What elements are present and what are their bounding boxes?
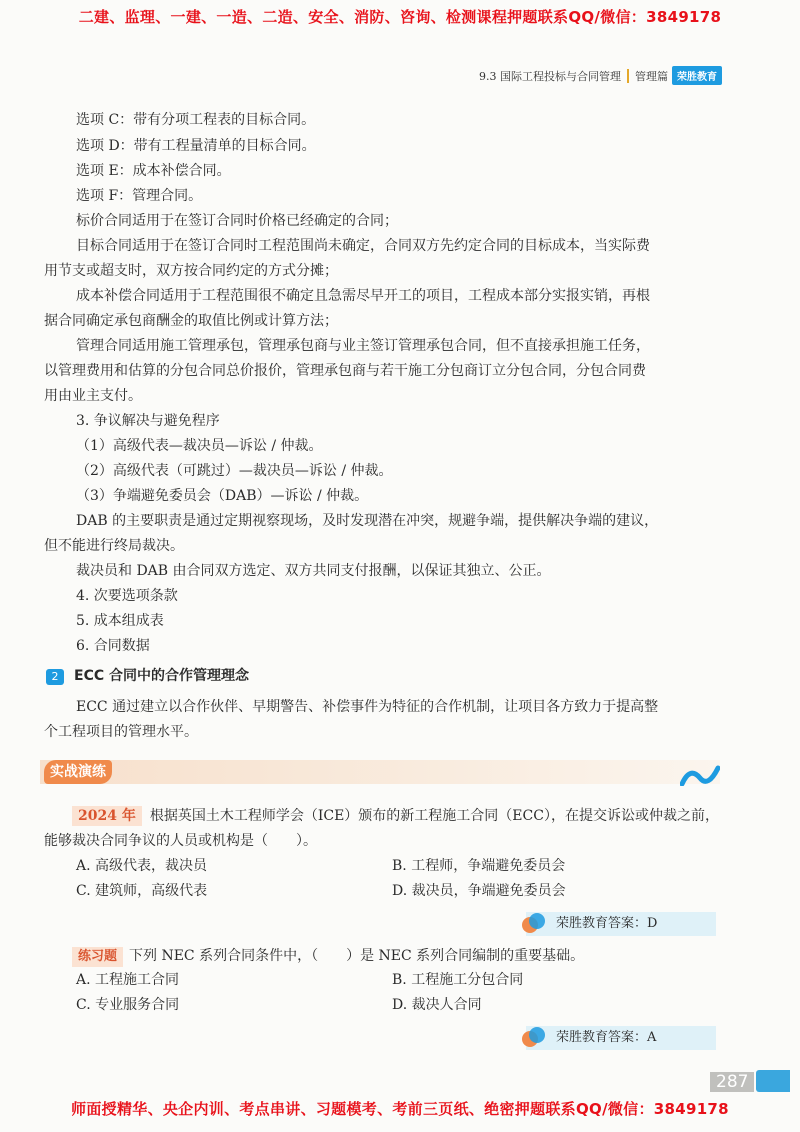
- heading-cost-components: 5. 成本组成表: [76, 613, 164, 629]
- dab-duty-1: DAB 的主要职责是通过定期视察现场，及时发现潜在冲突，规避争端，提供解决争端的建议，: [76, 513, 659, 529]
- option-f: 选项 F：管理合同。: [76, 188, 203, 204]
- heading-dispute: 3. 争议解决与避免程序: [76, 413, 220, 429]
- paragraph-mgmt-2: 以管理费用和估算的分包合同总价报价，管理承包商与若干施工分包商订立分包合同，分包合同费: [44, 363, 646, 379]
- paragraph-cost-1: 成本补偿合同适用于工程范围很不确定且急需尽早开工的项目，工程成本部分实报实销，再根: [76, 288, 650, 304]
- question-2-stem: [72, 946, 584, 967]
- dab-duty-2: 但不能进行终局裁决。: [44, 538, 184, 554]
- brand-logo: 荣胜教育: [672, 66, 722, 85]
- section-number-badge: 2: [46, 669, 64, 685]
- practice-banner: [40, 760, 720, 784]
- paragraph-target-2: 用节支或超支时，双方按合同约定的方式分摊；: [44, 263, 338, 279]
- section-title: ECC 合同中的合作管理理念: [74, 668, 249, 684]
- answer-icon: [520, 1024, 546, 1050]
- question-2-option-c: C. 专业服务合同: [76, 997, 180, 1013]
- practice-tag: 实战演练: [44, 760, 112, 784]
- exercise-tag: 练习题: [72, 947, 123, 967]
- header-divider: [627, 69, 629, 83]
- heading-secondary-options: 4. 次要选项条款: [76, 588, 178, 604]
- question-1-option-d: D. 裁决员，争端避免委员会: [392, 883, 566, 899]
- dispute-step-3: （3）争端避免委员会（DAB）—诉讼 / 仲裁。: [76, 488, 369, 504]
- question-2-stem-text: 下列 NEC 系列合同条件中，（ ）是 NEC 系列合同编制的重要基础。: [129, 948, 585, 964]
- answer-box-1: [526, 912, 716, 936]
- section-label: 管理篇: [635, 69, 668, 83]
- adjudicator-note: 裁决员和 DAB 由合同双方选定、双方共同支付报酬，以保证其独立、公正。: [76, 563, 551, 579]
- dispute-step-1: （1）高级代表—裁决员—诉讼 / 仲裁。: [76, 438, 323, 454]
- paragraph-cost-2: 据合同确定承包商酬金的取值比例或计算方法；: [44, 313, 338, 329]
- question-1-option-c: C. 建筑师，高级代表: [76, 883, 208, 899]
- question-1-stem-text: 根据英国土木工程师学会（ICE）颁布的新工程施工合同（ECC），在提交诉讼或仲裁之前，: [149, 808, 719, 824]
- question-1-option-b: B. 工程师，争端避免委员会: [392, 858, 566, 874]
- section-paragraph-1: ECC 通过建立以合作伙伴、早期警告、补偿事件为特征的合作机制，让项目各方致力于提高整: [76, 699, 659, 715]
- paragraph-target-1: 目标合同适用于在签订合同时工程范围尚未确定，合同双方先约定合同的目标成本，当实际费: [76, 238, 650, 254]
- page-edge-tab: [756, 1070, 790, 1092]
- question-2-option-d: D. 裁决人合同: [392, 997, 482, 1013]
- wave-icon: [680, 764, 720, 786]
- heading-contract-data: 6. 合同数据: [76, 638, 150, 654]
- answer-text: 荣胜教育答案：A: [556, 1030, 657, 1045]
- chapter-title: 9.3 国际工程投标与合同管理: [479, 69, 621, 83]
- answer-icon: [520, 910, 546, 936]
- page-number: 287: [710, 1072, 754, 1092]
- bottom-banner: 师面授精华、央企内训、考点串讲、习题模考、考前三页纸、绝密押题联系QQ/微信：3849178: [71, 1100, 729, 1118]
- question-1-option-a: A. 高级代表，裁决员: [76, 858, 208, 874]
- answer-text: 荣胜教育答案：D: [556, 916, 658, 931]
- question-2-option-b: B. 工程施工分包合同: [392, 972, 524, 988]
- dispute-step-2: （2）高级代表（可跳过）—裁决员—诉讼 / 仲裁。: [76, 463, 393, 479]
- running-header: [479, 66, 722, 85]
- paragraph-mgmt-3: 用由业主支付。: [44, 388, 142, 404]
- question-1-stem-1: [72, 806, 719, 826]
- top-banner: 二建、监理、一建、一造、二造、安全、消防、咨询、检测课程押题联系QQ/微信：3849178: [78, 8, 722, 26]
- section-paragraph-2: 个工程项目的管理水平。: [44, 724, 198, 740]
- answer-box-2: [526, 1026, 716, 1050]
- option-d: 选项 D：带有工程量清单的目标合同。: [76, 138, 316, 154]
- paragraph-fixed-price: 标价合同适用于在签订合同时价格已经确定的合同；: [76, 213, 398, 229]
- option-c: 选项 C：带有分项工程表的目标合同。: [76, 112, 316, 128]
- option-e: 选项 E：成本补偿合同。: [76, 163, 231, 179]
- year-tag: 2024 年: [72, 806, 142, 826]
- question-1-stem-2: 能够裁决合同争议的人员或机构是（ ）。: [44, 833, 317, 849]
- paragraph-mgmt-1: 管理合同适用施工管理承包，管理承包商与业主签订管理承包合同，但不直接承担施工任务，: [76, 338, 650, 354]
- section-heading: [46, 666, 249, 686]
- question-2-option-a: A. 工程施工合同: [76, 972, 180, 988]
